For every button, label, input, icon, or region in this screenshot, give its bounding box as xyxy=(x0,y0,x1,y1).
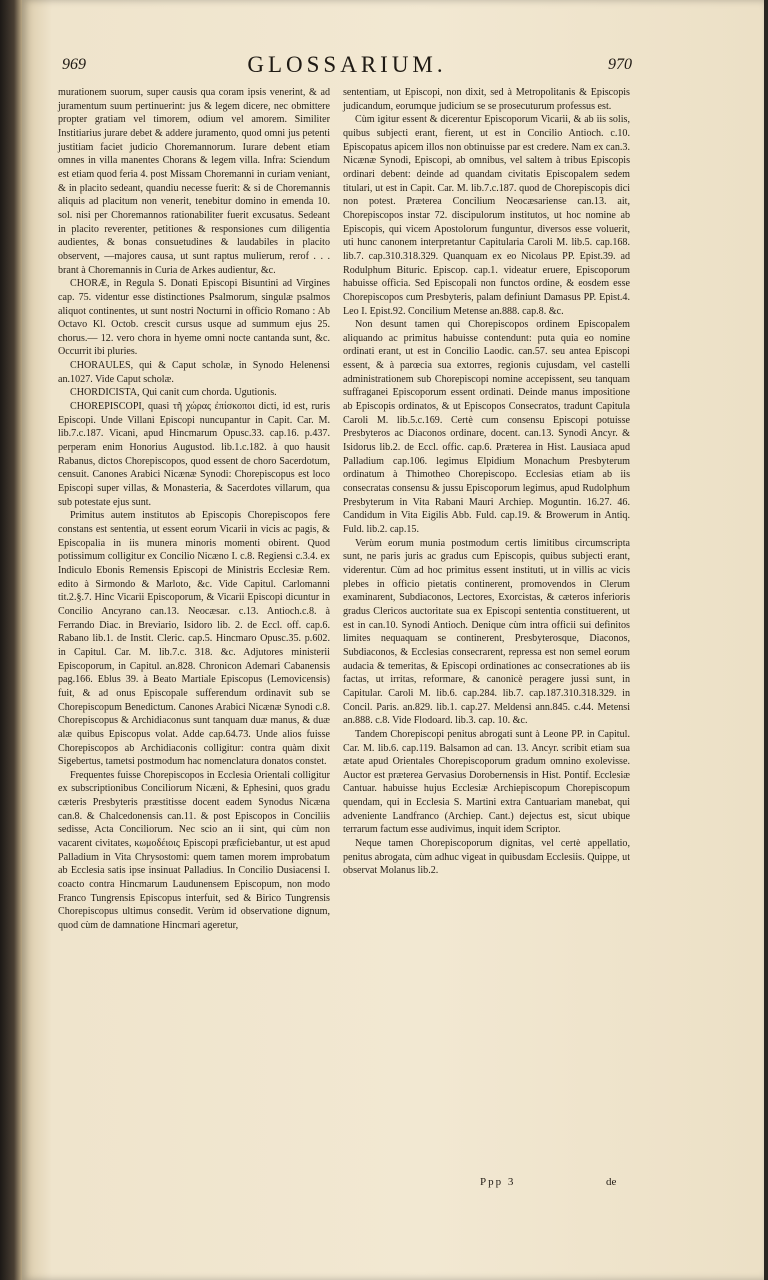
paragraph: CHOREPISCOPI, quasi τῆ χώρας ἐπίσκοποι dicti, id est, ruris Episcopi. Unde Villani Episcopi nuncupantur in Capit. Car. M. lib.7.c.187. Vicani, apud Hincmarum Opusc.33. cap.16. p.437. perperam enim Honorius Augustod. lib.1.c.182. à quo hausit Rabanus, dictos Chorepiscopos, quod essent de choro Sacerdotum, censuit. Canones Arabici Nicænæ Synodi: Chorepiscopus est loco Episcopi super villas, & Monasteria, & Sacerdotes villarum, qua sub potestate ejus sunt. xyxy=(58,401,330,508)
left-column xyxy=(58,86,330,933)
signature-mark: Ppp 3 xyxy=(480,1176,516,1188)
paragraph: Verùm eorum munia postmodum certis limitibus circumscripta sunt, ne paris juris ac gradus cum Episcopis, quibus subjecti erant, viderentur. Cùm ad hoc primitus essent instituti, ut in villis ac vicis plebes in officio pietatis continerent, promovendos in Clerum examinarent, Subdiaconos, Lectores, Exorcistas, & cæteros inferioris gradus Clericos auctoritate sua ex Episcopi sententia constituerent, ut est in can.10. Synodi Antioch. Denique cùm intra officii sui definitos limites nequaquam se continerent, Presbyterosque, Diaconos, Subdiaconos, & Ecclesias consecrarent, repressa est non semel eorum audacia & temeritas, & Episcopi ordinationes ac consecrationes ab iis factas, ut irritas, reformare, & canonicè peragere jussi sunt, in Capitular. Caroli M. lib.6. cap.284. lib.7. cap.187.310.318.329. in Concil. Paris. an.829. lib.1. cap.27. Meldensi ann.845. c.44. Metensi an.888. c.8. Vide Flodoard. lib.3. cap. 10. &c. xyxy=(343,537,630,727)
right-page-number: 970 xyxy=(608,56,632,73)
paragraph: Primitus autem institutos ab Episcopis Chorepiscopos fere constans est sententia, ut essent eorum Vicarii in vicis ac pagis, & Episcopalia in iis munera minoris momenti obirent. Quod potissimum colligitur ex Concilio Nicæno I. c.8. Regiensi c.3.4. ex Indiculo Ebonis Remensis Episcopi de Ministris Ecclesiæ Rem. edito à Sirmondo & Marloto, &c. Vide Capitul. Carlomanni tit.2.§.7. Hinc Vicarii Episcoporum, & Vicarii Episcopi dicuntur in Concilio Ancyrano can.13. Neocæsar. c.13. Antioch.c.8. à Ferrando Diac. in Breviario, Isidoro lib. 2. de Eccl. off. cap.6. Rabano lib.1. de Instit. Cleric. cap.5. Hincmaro Opusc.35. p.602. in Capitul. Car. M. lib.7.c. 318. &c. Adjutores ministerii Episcoporum, in Capitul. an.828. Chronicon Ademari Cabanensis pag.166. Eblus 39. à Beato Martiale Episcopus (Lemovicensis) fuit, & ad onus Episcopale sufferendum ordinavit sub se Chorepiscopum Benedictum. Canones Arabici Nicænæ Synodi c.8. Chorepiscopus & Archidiaconus sunt tanquam duæ manus, & duæ alæ quibus Episcopus volat. Adde cap.64.73. Unde alios fuisse Chorepiscopos ab Archidiaconis colligitur: contra quàm dixit Sigebertus, tametsi postmodum hac nomenclatura donatos constet. xyxy=(58,510,330,768)
paragraph: Frequentes fuisse Chorepiscopos in Ecclesia Orientali colligitur ex subscriptionibus Conciliorum Nicæni, & Ephesini, quos gradu cæteris Presbyteris præstitisse docent eadem Synodus Nicæna can.8. & Chalcedonensis can.11. & post Episcopos in Conciliis sedisse, Acta Conciliorum. Nec scio an ii sint, qui cùm non vacarent civitates, κωμοδέιοις Episcopi præficiebantur, ut est apud Palladium in Vita Chrysostomi: quem tamen morem improbatum ab Ecclesia satis ipse insinuat Palladius. In Concilio Dusiacensi I. coacto contra Hincmarum Laudunensem Episcopum, non modo Franco Tungrensis Episcopus interfuit, sed & Birico Tungrensis Chorepiscopus ultimus consedit. Verùm id observatione dignum, quod cùm de damnatione Hincmari ageretur, xyxy=(58,769,330,932)
page-title: GLOSSARIUM. xyxy=(247,52,447,77)
book-gutter xyxy=(0,0,22,1280)
paragraph: sententiam, ut Episcopi, non dixit, sed à Metropolitanis & Episcopis judicandum, eorumque judicium se se prosecuturum professus est. xyxy=(343,87,630,112)
paragraph: CHORAULES, qui & Caput scholæ, in Synodo Helenensi an.1027. Vide Caput scholæ. xyxy=(58,360,330,385)
paragraph: Non desunt tamen qui Chorepiscopos ordinem Episcopalem aliquando ac primitus habuisse contendunt: puta quia eo nomine ordinati erant, ut est in Concilio Laodic. can.57. seu antea Episcopi essent, & à parœcia sua extorres, regionis cujusdam, vel castelli administrationem sub Chorepiscopi nomine accepissent, seu tanquam suffraganei Episcoporum essent ordinati. Deinde manus impositione ab Episcopis ordinatos, & ut Episcopos Consecratos, tradunt Capitula Caroli M. lib.5.c.169. Certè cum consensu Episcopi potuisse Presbyteros ac Diaconos ordinare, docent. can.13. Synodi Ancyr. & Isidorus lib.2. de Eccl. offic. cap.6. Præterea in Hist. Lausiaca apud Palladium cap.106. legimus Elpidium Monachum Presbyterum ordinatum à Thimotheo Chorepiscopo. Ecclesias etiam ab iis consecratas consensu & jussu Episcoporum legimus, apud Rudolphum Presbyterum in Vita Rabani Mauri Archiep. Moguntin. 16.27. 46. Candidum in Vita Eigilis Abb. Fuld. cap.19. & Browerum in Antiq. Fuld. lib.2. cap.15. xyxy=(343,319,630,535)
paragraph: Cùm igitur essent & dicerentur Episcoporum Vicarii, & ab iis solis, quibus subjecti erant, fierent, ut est in Concilio Antioch. c.10. Episcopatus apicem illos non obtinuisse par est credere. Nam ex can.3. Nicænæ Synodi, Episcopi, ab omnibus, vel saltem à tribus Episcopis ordinari debent: deinde ad quandam civitatis Episcopalem sedem titulari, ut est in Capit. Car. M. lib.7.c.187. quod de Chorepiscopis dici non potest. Præterea Concilium Neocæsariense can.13. ait, Chorepiscopos instar 72. discipulorum institutos, ut hoc nomine ab Episcopis, qui vicem Apostolorum funguntur, diversos esse voluerit, uti hunc canonem interpretantur Capitularia Caroli M. lib.5. cap.168. lib.7. cap.310.318.329. Quanquam ex eo Nicolaus PP. Epist.39. ad Rodulphum Bituric. Episcop. cap.1. videatur eruere, Episcoporum habuisse officia. Sed Episcopali non functos ordine, & eosdem esse Chorepiscopos cum Presbyteris, palam definiunt Damasus PP. Epist.4. Leo I. Epist.92. Concilium Metense an.888. cap.8. &c. xyxy=(343,114,630,317)
catchword: de xyxy=(606,1176,617,1188)
paragraph: Tandem Chorepiscopi penitus abrogati sunt à Leone PP. in Capitul. Car. M. lib.6. cap.119. Balsamon ad can. 13. Ancyr. scribit etiam sua ætate apud Orientales Chorepiscoporum gradum omnino exolevisse. Auctor est præterea Gervasius Dorobernensis in Hist. Pontif. Ecclesiæ Cantuar. habuisse hujus Ecclesiæ Archiepiscopum Chorepiscopum quendam, qui in Ecclesia S. Martini extra Cantuariam manebat, qui adveniente Landfranco (Archiep. Cant.) dejectus est, sicut ubique terrarum factum esse audivimus, inquit idem Scriptor. xyxy=(343,728,630,836)
paragraph: Neque tamen Chorepiscoporum dignitas, vel certè appellatio, penitus abrogata, cùm adhuc vigeat in quibusdam Ecclesiis. Quippe, ut observat Molanus lib.2. xyxy=(343,838,630,877)
right-column xyxy=(343,86,630,878)
paragraph: CHORDICISTA, Qui canit cum chorda. Ugutionis. xyxy=(70,387,277,399)
running-head xyxy=(62,52,632,86)
left-page-number: 969 xyxy=(62,56,86,73)
paragraph: murationem suorum, super causis qua coram ipsis venerint, & ad juramentum suum pertinuerint: jus & legem dicere, nec obmittere propter gratiam vel timorem, odium vel amorem. Similiter Institiarius jurare debet & addere juramento, quod omni jus petenti justitiam faciet judicio Choremannorum. Iurare debent etiam omnes in villa manentes Chorans & legem villa. Infra: Sciendum est etiam quod feria 4. post Missam Choremanni in curiam veniant, & in placito sedeant, quandiu necesse fuerit: & si de Choremannis aliquis ad placitum non venerit, tenebitur domino in emenda 10. sol. nisi per Choremannos rationabiliter fuerit excusatus. Sedeant in placito reverenter, petitiones & responsiones cum diligentia audientes, & bonas consuetudines & laudabiles in placito observent, —majores causa, ut sunt raptus mulierum, rerof . . . brant à Choremannis in Curia de Arkes audientur, &c. xyxy=(58,87,330,276)
paragraph: CHORÆ, in Regula S. Donati Episcopi Bisuntini ad Virgines cap. 75. videntur esse distinctiones Psalmorum, singulæ psalmos aliquot continentes, ut sunt nostri Nocturni in officio Romano : Ab Octavo Kl. Octob. crescit cursus usque ad summum ejus 25. chorus.— 12. vero chora in hyeme omni nocte cantanda sunt, &c. Occurrit ibi pluries. xyxy=(58,278,330,358)
